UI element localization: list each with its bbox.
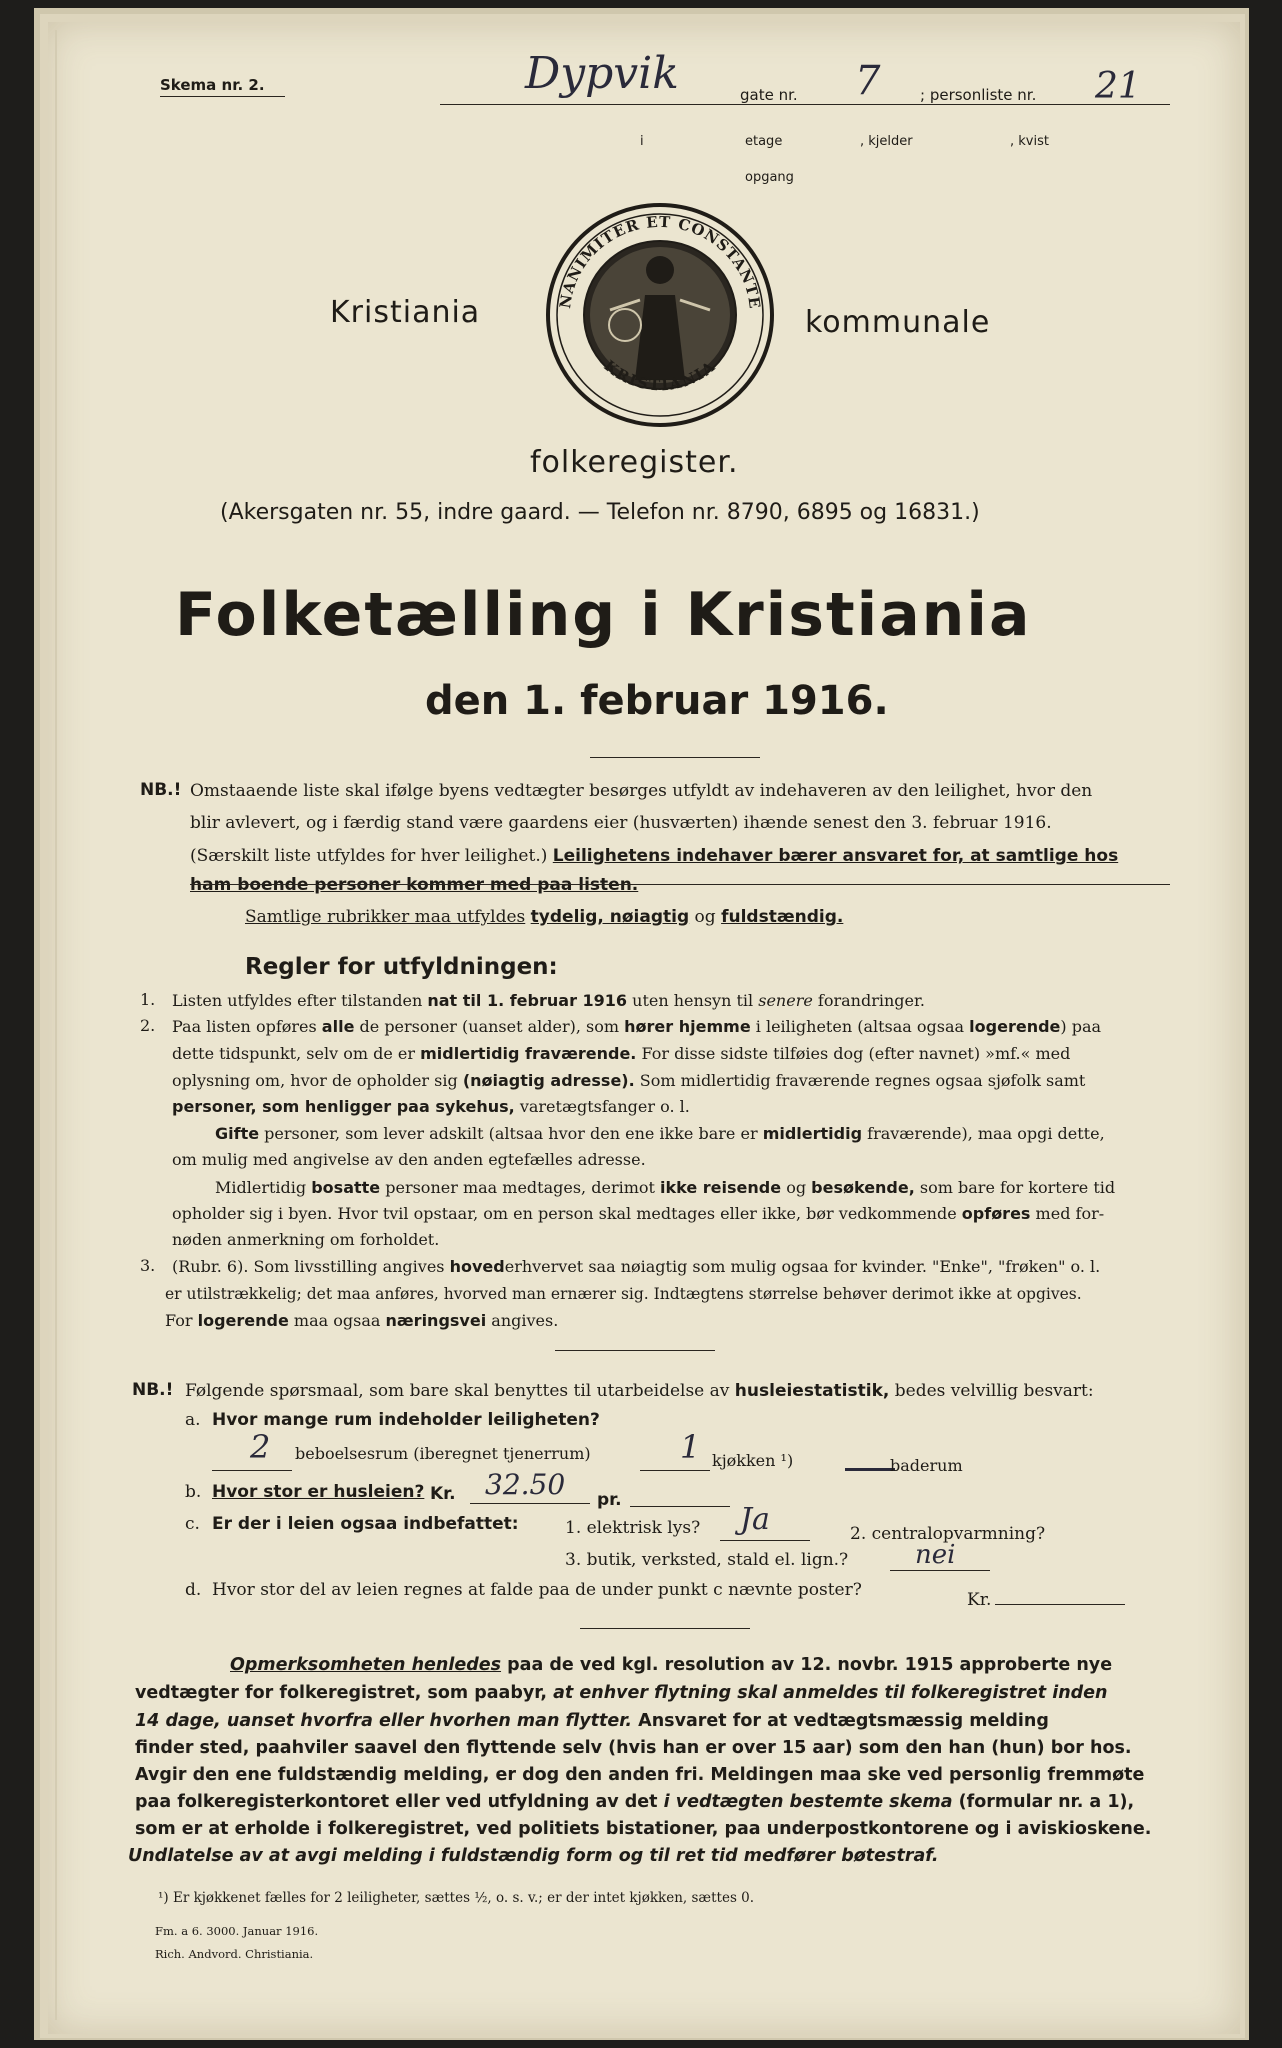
c3-line xyxy=(890,1570,990,1571)
question-d-kr: Kr. xyxy=(967,1590,992,1610)
city-seal xyxy=(540,200,780,430)
rules-divider xyxy=(555,1350,715,1351)
rent-value: 32.50 xyxy=(485,1468,566,1501)
question-c-text: Er der i leien ogsaa indbefattet: xyxy=(212,1514,519,1534)
bath-dash xyxy=(845,1468,895,1471)
personliste-value: 21 xyxy=(1095,66,1141,107)
rent-pr-label: pr. xyxy=(597,1490,622,1510)
kvist-label: , kvist xyxy=(1010,134,1049,149)
question-c-label: c. xyxy=(185,1514,200,1534)
notice-line-2: vedtægter for folkeregistret, som paabyr, at enhver flytning skal anmeldes til folkeregistret inden xyxy=(135,1683,1108,1703)
question-b-text: Hvor stor er husleien? xyxy=(212,1482,425,1502)
rule-3-number: 3. xyxy=(140,1256,156,1275)
nb1-line-4: ham boende personer kommer med paa listen. xyxy=(190,875,639,895)
rule-2-line-4: personer, som henligger paa sykehus, varetægtsfanger o. l. xyxy=(172,1097,690,1116)
rule-2-line-5: Gifte personer, som lever adskilt (altsaa hvor den ene ikke bare er midlertidig fraværende), maa opgi dette, xyxy=(215,1124,1105,1143)
imprint-printer: Rich. Andvord. Christiania. xyxy=(155,1947,314,1961)
seal-city-text: KRISTIANIA xyxy=(600,356,720,395)
question-b-label: b. xyxy=(185,1482,202,1502)
rule-2-line-7: Midlertidig bosatte personer maa medtages, derimot ikke reisende og besøkende, som bare for kortere tid xyxy=(215,1178,1116,1197)
kjelder-label: , kjelder xyxy=(860,134,913,149)
personliste-label: ; personliste nr. xyxy=(920,86,1037,104)
skema-number: Skema nr. 2. xyxy=(160,76,265,94)
nb2-intro: Følgende spørsmaal, som bare skal benyttes til utarbeidelse av husleiestatistik, bedes velvillig besvart: xyxy=(185,1381,1094,1401)
rule-3-line-2: er utilstrækkelig; det maa anføres, hvorved man ernærer sig. Indtægtens størrelse behøver derimot ikke at opgives. xyxy=(165,1285,1082,1303)
bath-label: baderum xyxy=(890,1456,963,1475)
imprint-form-number: Fm. a 6. 3000. Januar 1916. xyxy=(155,1924,319,1938)
nb2-label: NB.! xyxy=(132,1380,174,1400)
rule-2-line-6: om mulig med angivelse av den anden egtefælles adresse. xyxy=(172,1150,646,1169)
title-divider xyxy=(590,757,760,758)
c1-line xyxy=(720,1540,810,1541)
street-name-handwritten: Dypvik xyxy=(525,48,679,99)
question-a-label: a. xyxy=(185,1410,201,1430)
question-d-label: d. xyxy=(185,1580,202,1600)
rule-2-number: 2. xyxy=(140,1016,156,1035)
date-title: den 1. februar 1916. xyxy=(425,678,889,724)
rent-line xyxy=(470,1503,590,1504)
etage-label: etage xyxy=(745,134,783,149)
notice-line-6: paa folkeregisterkontoret eller ved utfyldning av det i vedtægten bestemte skema (formular nr. a 1), xyxy=(135,1792,1135,1812)
c3-shop-label: 3. butik, verksted, stald el. lign.? xyxy=(565,1550,849,1570)
opgang-label: opgang xyxy=(745,170,794,185)
c3-shop-value: nei xyxy=(915,1540,956,1570)
rule-2-line-8: opholder sig i byen. Hvor tvil opstaar, om en person skal medtages eller ikke, bør vedkommende opføres med for- xyxy=(172,1204,1105,1223)
rule-2-line-2: dette tidspunkt, selv om de er midlertidig fraværende. For disse sidste tilføies dog (efter navnet) »mf.« med xyxy=(172,1044,1071,1063)
city-seal-emblem xyxy=(540,200,780,430)
rule-3-line-3: For logerende maa ogsaa næringsvei angives. xyxy=(165,1311,559,1330)
rule-2-line-1: Paa listen opføres alle de personer (uanset alder), som hører hjemme i leiligheten (altsaa ogsaa logerende) paa xyxy=(172,1017,1102,1036)
gate-nr-label: gate nr. xyxy=(740,86,798,104)
question-d-text: Hvor stor del av leien regnes at falde paa de under punkt c nævnte poster? xyxy=(212,1580,862,1600)
nb1-line-5: Samtlige rubrikker maa utfyldes tydelig, nøiagtig og fuldstændig. xyxy=(245,907,844,927)
folkeregister-word: folkeregister. xyxy=(530,445,739,480)
rooms-line xyxy=(212,1470,292,1471)
kitchen-label: kjøkken ¹) xyxy=(712,1451,794,1470)
i-label: i xyxy=(640,134,644,149)
question-a-text: Hvor mange rum indeholder leiligheten? xyxy=(212,1410,600,1430)
kitchen-line xyxy=(640,1470,710,1471)
nb1-line-2: blir avlevert, og i færdig stand være gaardens eier (husværten) ihænde senest den 3. februar 1916. xyxy=(190,813,1052,833)
kommunale-word: kommunale xyxy=(805,305,991,340)
question-d-line xyxy=(995,1604,1125,1605)
rule-2-line-9: nøden anmerkning om forholdet. xyxy=(172,1230,440,1249)
nb1-line-3: (Særskilt liste utfyldes for hver leilighet.) Leilighetens indehaver bærer ansvaret for, at samtlige hos xyxy=(190,846,1119,866)
c1-electric-label: 1. elektrisk lys? xyxy=(565,1518,701,1538)
nb1-label: NB.! xyxy=(140,780,182,800)
rooms-value: 2 xyxy=(250,1428,271,1466)
rules-heading: Regler for utfyldningen: xyxy=(245,954,558,980)
kitchen-value: 1 xyxy=(680,1428,701,1466)
registry-address: (Akersgaten nr. 55, indre gaard. — Telefon nr. 8790, 6895 og 16831.) xyxy=(220,500,980,525)
nb1-underline xyxy=(190,884,1170,885)
c1-electric-value: Ja xyxy=(740,1502,770,1537)
notice-line-1: Opmerksomheten henledes paa de ved kgl. resolution av 12. novbr. 1915 approberte nye xyxy=(230,1655,1113,1675)
rule-1-number: 1. xyxy=(140,990,156,1009)
notice-line-8: Undlatelse av at avgi melding i fuldstændig form og til ret tid medfører bøtestraf. xyxy=(128,1846,939,1866)
notice-line-7: som er at erholde i folkeregistret, ved politiets bistationer, paa underpostkontorene og i aviskioskene. xyxy=(135,1819,1152,1839)
c2-heating-label: 2. centralopvarmning? xyxy=(850,1524,1046,1544)
rule-1-text: Listen utfyldes efter tilstanden nat til 1. februar 1916 uten hensyn til senere forandringer. xyxy=(172,991,925,1010)
rent-period-line xyxy=(630,1506,730,1507)
notice-line-5: Avgir den ene fuldstændig melding, er dog den anden fri. Meldingen maa ske ved personlig fremmøte xyxy=(135,1765,1145,1785)
gate-nr-value: 7 xyxy=(855,58,881,104)
notice-line-3: 14 dage, uanset hvorfra eller hvorhen man flytter. Ansvaret for at vedtægtsmæssig melding xyxy=(135,1711,1049,1731)
rent-kr-label: Kr. xyxy=(430,1484,456,1504)
rule-2-line-3: oplysning om, hvor de opholder sig (nøiagtig adresse). Som midlertidig fraværende regnes ogsaa sjøfolk samt xyxy=(172,1071,1086,1090)
nb2-divider xyxy=(580,1628,750,1629)
paper-fold-line xyxy=(55,30,57,2020)
rooms-label: beboelsesrum (iberegnet tjenerrum) xyxy=(295,1444,591,1463)
seal-motto-text: NANIMITER ET CONSTANTE xyxy=(556,212,764,311)
header-address-line xyxy=(440,104,1170,105)
notice-line-4: finder sted, paahviler saavel den flyttende selv (hvis han er over 15 aar) som den han (hun) bor hos. xyxy=(135,1738,1132,1758)
nb1-line-1: Omstaaende liste skal ifølge byens vedtægter besørges utfyldt av indehaveren av den leilighet, hvor den xyxy=(190,781,1093,801)
kristiania-word: Kristiania xyxy=(330,295,481,330)
rule-3-line-1: (Rubr. 6). Som livsstilling angives hovederhvervet saa nøiagtig som mulig ogsaa for kvinder. "Enke", "frøken" o. l. xyxy=(172,1257,1101,1276)
skema-underline xyxy=(160,96,285,97)
kitchen-footnote: ¹) Er kjøkkenet fælles for 2 leiligheter, sættes ½, o. s. v.; er der intet kjøkken, sættes 0. xyxy=(158,1890,755,1906)
main-title: Folketælling i Kristiania xyxy=(175,580,1032,650)
